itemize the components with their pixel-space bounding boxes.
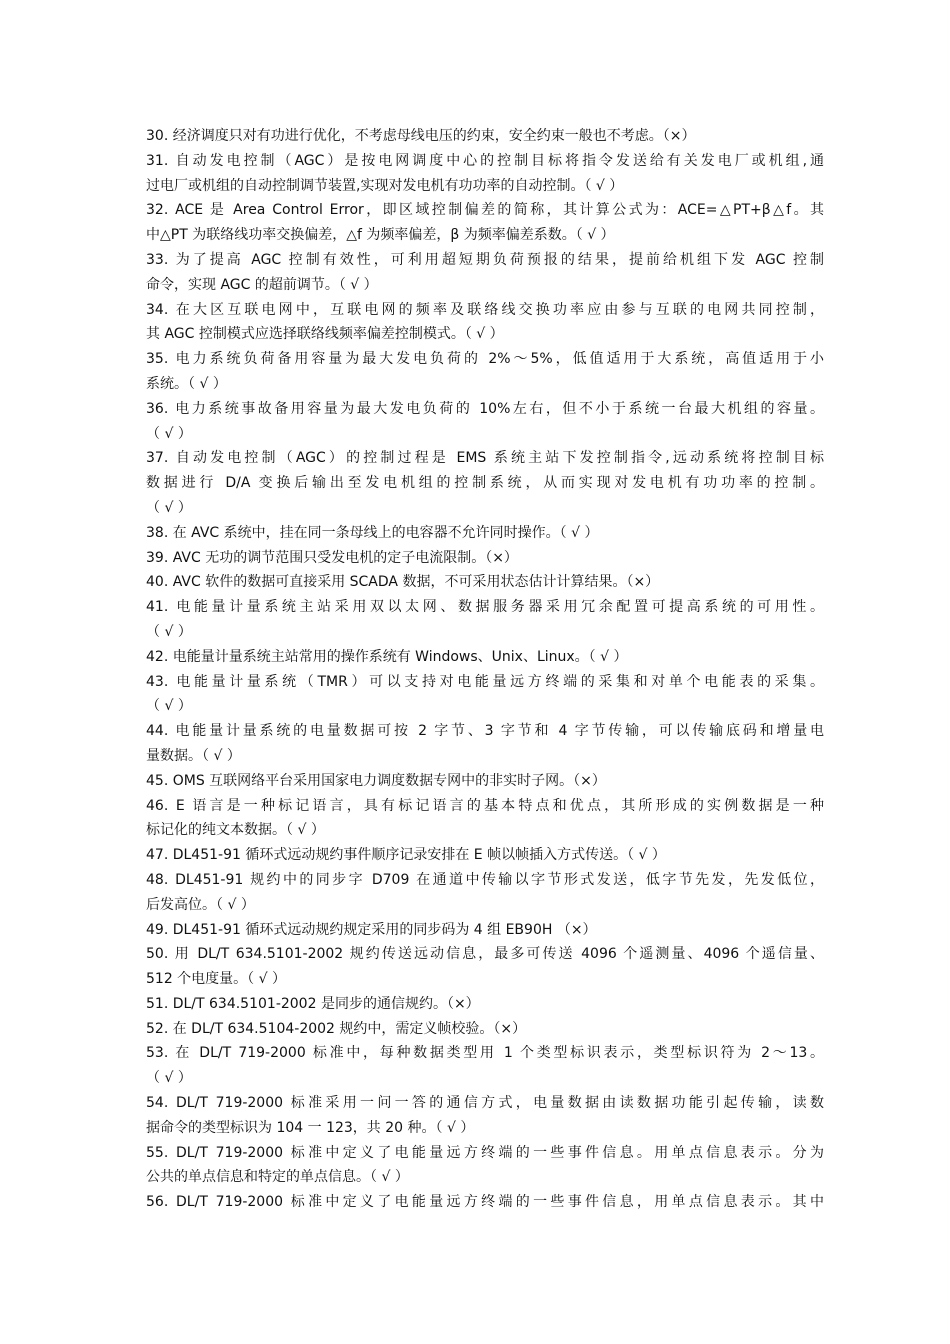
text-line: 38. 在 AVC 系统中，挂在同一条母线上的电容器不允许同时操作。（ √ ） — [146, 524, 599, 541]
text-line: 公共的单点信息和特定的单点信息。（ √ ） — [146, 1169, 409, 1186]
text-line: 40. AVC 软件的数据可直接采用 SCADA 数据，不可采用状态估计计算结果。（×） — [146, 574, 660, 591]
text-line: 命令，实现 AGC 的超前调节。（ √ ） — [146, 276, 378, 293]
text-line: （ √ ） — [146, 499, 192, 516]
text-line: 49. DL451-91 循环式远动规约规定采用的同步码为 4 组 EB90H （×） — [146, 921, 597, 938]
text-line: 51. DL/T 634.5101-2002 是同步的通信规约。（×） — [146, 995, 480, 1012]
text-line: 32. ACE 是 Area Control Error，即区域控制偏差的简称，其计算公式为：ACE=△PT+β△f。其 — [146, 202, 824, 219]
text-line: 数据进行 D/A 变换后输出至发电机组的控制系统，从而实现对发电机有功功率的控制。 — [146, 475, 824, 492]
text-line: 30. 经济调度只对有功进行优化，不考虑母线电压的约束，安全约束一般也不考虑。（×） — [146, 128, 696, 144]
text-line: 47. DL451-91 循环式远动规约事件顺序记录安排在 E 帧以帧插入方式传送。（ √ ） — [146, 847, 666, 864]
text-line: 54. DL/T 719-2000 标准采用一问一答的通信方式，电量数据由读数据功能引起传输，读数 — [146, 1095, 824, 1112]
text-line: 52. 在 DL/T 634.5104-2002 规约中，需定义帧校验。（×） — [146, 1020, 527, 1037]
text-line: 43. 电能量计量系统（TMR）可以支持对电能量远方终端的采集和对单个电能表的采集。 — [146, 673, 824, 690]
text-line: 35. 电力系统负荷备用容量为最大发电负荷的 2%～5%，低值适用于大系统，高值适用于小 — [146, 351, 824, 368]
text-line: 33. 为了提高 AGC 控制有效性，可利用超短期负荷预报的结果，提前给机组下发 AGC 控制 — [146, 251, 824, 268]
text-line: 37. 自动发电控制（AGC）的控制过程是 EMS 系统主站下发控制指令,远动系统将控制目标 — [146, 450, 824, 467]
text-line: 31. 自动发电控制（AGC）是按电网调度中心的控制目标将指令发送给有关发电厂或机组,通 — [146, 152, 824, 169]
text-line: 44. 电能量计量系统的电量数据可按 2 字节、3 字节和 4 字节传输，可以传输底码和增量电 — [146, 723, 824, 740]
text-line: 过电厂或机组的自动控制调节装置,实现对发电机有功功率的自动控制。（ √ ） — [146, 177, 624, 194]
text-line: （ √ ） — [146, 425, 192, 442]
text-line: 34. 在大区互联电网中，互联电网的频率及联络线交换功率应由参与互联的电网共同控制， — [146, 301, 824, 318]
text-line: 512 个电度量。（ √ ） — [146, 971, 286, 988]
text-line: 48. DL451-91 规约中的同步字 D709 在通道中传输以字节形式发送，低字节先发，先发低位， — [146, 871, 824, 888]
text-line: 据命令的类型标识为 104 一 123，共 20 种。（ √ ） — [146, 1119, 475, 1136]
text-line: 系统。（ √ ） — [146, 375, 227, 392]
text-line: 45. OMS 互联网络平台采用国家电力调度数据专网中的非实时子网。（×） — [146, 772, 606, 789]
text-line: （ √ ） — [146, 698, 192, 715]
text-line: 中△PT 为联络线功率交换偏差，△f 为频率偏差，β 为频率偏差系数。（ √ ） — [146, 227, 615, 244]
text-line: 41. 电能量计量系统主站采用双以太网、数据服务器采用冗余配置可提高系统的可用性。 — [146, 599, 824, 616]
text-line: 50. 用 DL/T 634.5101-2002 规约传送远动信息，最多可传送 4096 个遥测量、4096 个遥信量、 — [146, 946, 824, 963]
text-line: 标记化的纯文本数据。（ √ ） — [146, 822, 325, 839]
text-line: （ √ ） — [146, 1070, 192, 1087]
text-line: 39. AVC 无功的调节范围只受发电机的定子电流限制。（×） — [146, 549, 518, 566]
text-line: 其 AGC 控制模式应选择联络线频率偏差控制模式。（ √ ） — [146, 326, 504, 343]
text-line: 量数据。（ √ ） — [146, 747, 241, 764]
text-line: 53. 在 DL/T 719-2000 标准中，每种数据类型用 1 个类型标识表示，类型标识符为 2～13。 — [146, 1045, 824, 1062]
text-line: （ √ ） — [146, 623, 192, 640]
text-line: 后发高位。（ √ ） — [146, 896, 255, 913]
document-body — [146, 124, 824, 1215]
text-line: 55. DL/T 719-2000 标准中定义了电能量远方终端的一些事件信息。用单点信息表示。分为 — [146, 1144, 824, 1161]
text-line: 36. 电力系统事故备用容量为最大发电负荷的 10%左右，但不小于系统一台最大机组的容量。 — [146, 400, 824, 417]
text-line: 56. DL/T 719-2000 标准中定义了电能量远方终端的一些事件信息，用单点信息表示。其中 — [146, 1194, 824, 1211]
text-line: 42. 电能量计量系统主站常用的操作系统有 Windows、Unix、Linux。（ √ ） — [146, 648, 628, 665]
text-line: 46. E 语言是一种标记语言，具有标记语言的基本特点和优点，其所形成的实例数据是一种 — [146, 797, 824, 814]
